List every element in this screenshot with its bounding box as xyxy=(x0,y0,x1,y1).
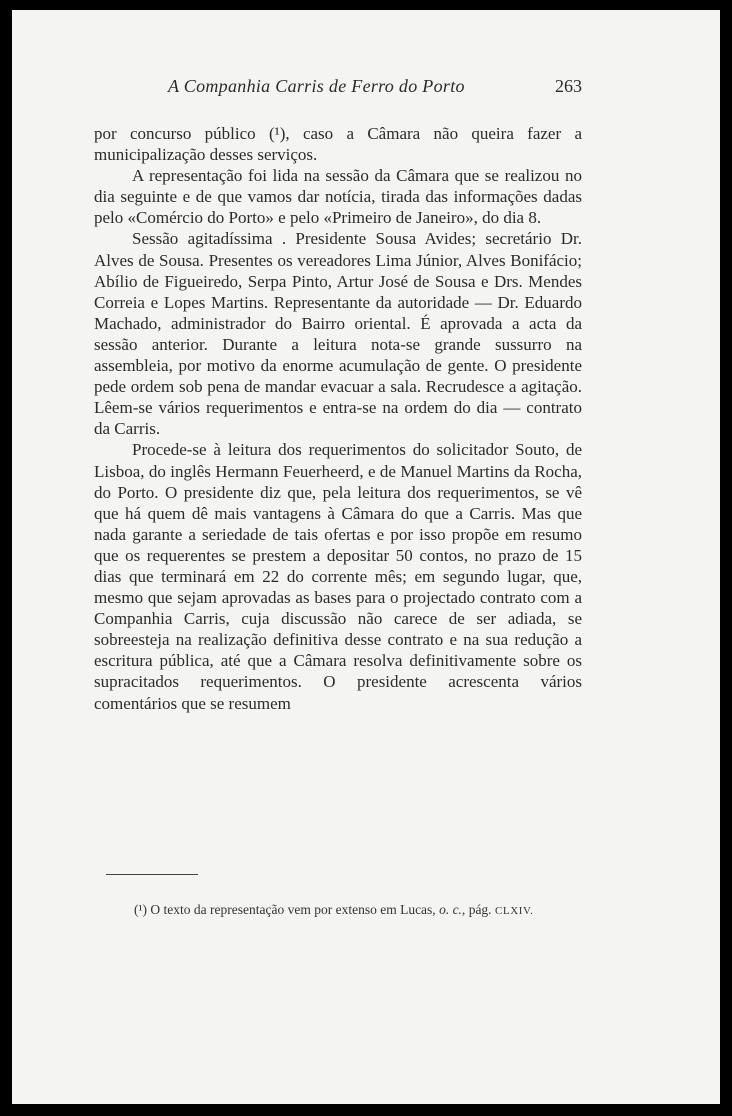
running-title: A Companhia Carris de Ferro do Porto xyxy=(168,76,465,96)
footnote-ref-italic: o. c., xyxy=(439,902,466,917)
footnote-ref-number: CLXIV. xyxy=(494,905,534,917)
paragraph-1: por concurso público (¹), caso a Câmara não queira fazer a municipalização desses serviços. xyxy=(94,124,582,165)
document-page xyxy=(12,10,720,1104)
paragraph-4: Procede-se à leitura dos requerimentos do solicitador Souto, de Lisboa, do inglês Hermann Feuerheerd, e de Manuel Martins da Rocha, do Porto. O presidente diz que, pela leitura dos requerimentos, se vê que há quem dê mais vantagens à Câmara do que a Carris. Mas que nada garante a seriedade de tais ofertas e por isso propõe em resumo que os requerentes se prestem a depositar 50 contos, no prazo de 15 dias que terminará em 22 do corrente mês; em segundo lugar, que, mesmo que sejam aprovadas as bases para o projectado contrato com a Companhia Carris, cuja discussão não carece de ser adiada, se sobreesteja na realização definitiva desse contrato e na sua redução a escritura pública, até que a Câmara resolva definitivamente sobre os supracitados requerimentos. O presidente acrescenta vários comentários que se resumem xyxy=(94,440,582,713)
footnote-marker: (¹) xyxy=(134,902,148,917)
paragraph-3: Sessão agitadíssima . Presidente Sousa Avides; secretário Dr. Alves de Sousa. Presentes os vereadores Lima Júnior, Alves Bonifácio; Abílio de Figueiredo, Serpa Pinto, Artur José de Sousa e Drs. Mendes Correia e Lopes Martins. Representante da autoridade — Dr. Eduardo Machado, administrador do Bairro oriental. É aprovada a acta da sessão anterior. Durante a leitura nota-se grande sussurro na assembleia, por motivo da enorme acumulação de gente. O presidente pede ordem sob pena de mandar evacuar a sala. Recrudesce a agitação. Lêem-se vários requerimentos e entra-se na ordem do dia — contrato da Carris. xyxy=(94,229,582,439)
body-text xyxy=(94,123,582,714)
footnote-divider xyxy=(106,874,198,875)
paragraph-2: A representação foi lida na sessão da Câmara que se realizou no dia seguinte e de que vamos dar notícia, tirada das informações dadas pelo «Comércio do Porto» e pelo «Primeiro de Janeiro», do dia 8. xyxy=(94,166,582,228)
footnote-ref-page: pág. xyxy=(468,902,492,917)
page-number: 263 xyxy=(555,76,582,96)
footnote-text: O texto da representação vem por extenso em Lucas, xyxy=(150,902,436,917)
footnote xyxy=(94,900,582,921)
